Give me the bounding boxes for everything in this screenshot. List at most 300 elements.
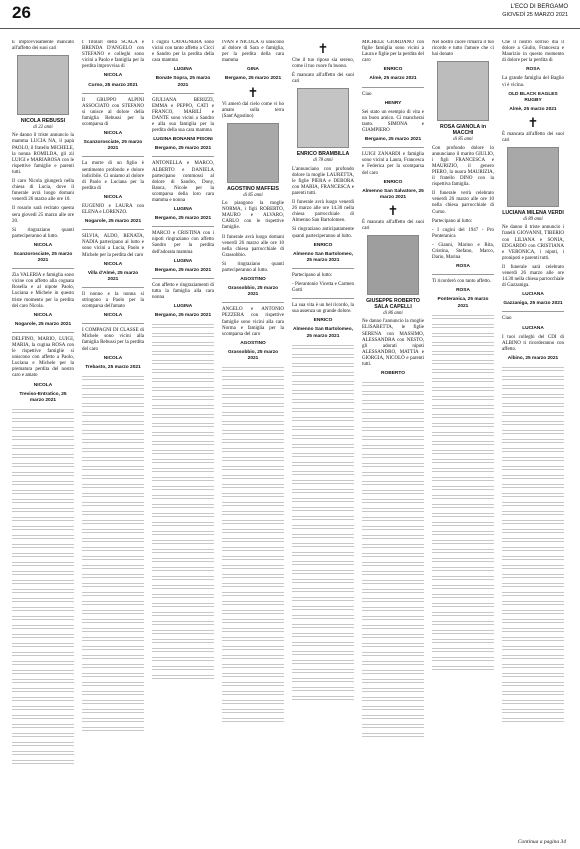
text-filler: [152, 385, 214, 391]
page-number: 26: [12, 3, 31, 22]
signature-line: NICOLA: [33, 312, 53, 318]
signature-line: Bergamo, 25 marzo 2021: [154, 146, 212, 152]
text-filler: [502, 392, 564, 398]
text-filler: [362, 416, 424, 422]
text-filler: [292, 469, 354, 475]
obituary-text: Lo piangono la moglie NORMA, i figli ROBERTO, MAURO e ALVARO, CARLO con le rispettive famiglie.: [222, 201, 284, 231]
text-filler: [82, 509, 144, 515]
obituary-text: ANGELO e ANTONIO PEZZERA con rispettive famiglie sono vicini alla cara Norma e famiglia per la scomparsa del caro: [222, 307, 284, 337]
text-filler: [362, 533, 424, 539]
obituary-text: I COMPAGNI DI CLASSE di Michele sono vicini alla famiglia Rebussi per la perdita del caro: [82, 328, 144, 352]
obituary-text: Zia VALERIA e famiglia sono vicine con affetto alla cognata Rosella e al nipote Paolo, Luciana e Michele in questo triste momento per la perdita del caro Nicola.: [12, 273, 74, 309]
text-filler: [12, 407, 74, 413]
deceased-age: di 89 anni: [523, 217, 543, 223]
text-filler: [502, 455, 564, 461]
text-filler: [362, 677, 424, 683]
text-filler: [432, 412, 494, 418]
deceased-name: AGOSTINO MAFFEIS: [227, 185, 279, 192]
text-filler: [432, 313, 494, 319]
text-filler: [432, 421, 494, 427]
text-filler: [152, 601, 214, 607]
signature-line: Ponteranica, 25 marzo 2021: [437, 297, 489, 309]
text-filler: [152, 655, 214, 661]
text-filler: [82, 500, 144, 506]
signature-line: Bergamo, 25 marzo 2021: [224, 76, 282, 82]
text-filler: [152, 529, 214, 535]
obituary-text: Sei stato un esempio di vita e un buon amico. Ci mancherai tanto. SIMONA e GIAMPIERO: [362, 109, 424, 134]
text-filler: [362, 659, 424, 665]
obituary-text: Il rosario sarà recitato questa sera giovedì 25 marzo alle ore 20.: [12, 206, 74, 224]
text-filler: [292, 532, 354, 538]
divider: [362, 87, 424, 88]
divider: [292, 298, 354, 299]
text-filler: [82, 716, 144, 722]
text-filler: [362, 551, 424, 557]
text-filler: [82, 635, 144, 641]
text-filler: [362, 479, 424, 485]
signature-line: Almè, 25 marzo 2021: [509, 106, 557, 112]
text-filler: [152, 502, 214, 508]
text-filler: [362, 398, 424, 404]
text-filler: [362, 731, 424, 737]
text-filler: [152, 592, 214, 598]
obituary-text: Il funerale avrà luogo venerdì 26 marzo alle ore 14.30 nella chiesa parrocchiale di Almenno San Bartolomeo.: [292, 200, 354, 224]
obituary-text: Il funerale avrà luogo domani venerdì 26 marzo alle ore 10 nella chiesa parrocchiale di Grassobbio.: [222, 234, 284, 258]
divider: [12, 332, 74, 333]
text-filler: [432, 439, 494, 445]
text-filler: [362, 650, 424, 656]
text-filler: [82, 455, 144, 461]
text-filler: [82, 527, 144, 533]
text-filler: [152, 466, 214, 472]
text-filler: [292, 514, 354, 520]
text-filler: [502, 518, 564, 524]
text-filler: [222, 374, 284, 380]
text-filler: [222, 716, 284, 722]
text-filler: [12, 650, 74, 656]
obituary-text: ANTONELLA e MARCO, ALBERTO e DANIELA partecipano commossi al dolore di Sandro, Dony, Banca, Nicole per la scomparsa della loro cara mamma e nonna: [152, 161, 214, 203]
text-filler: [292, 658, 354, 664]
signature-line: Almenno San Salvatore, 25 marzo 2021: [362, 188, 424, 200]
text-filler: [502, 662, 564, 668]
divider: [12, 268, 74, 269]
text-filler: [12, 488, 74, 494]
text-filler: [362, 452, 424, 458]
text-filler: [362, 596, 424, 602]
obituary-text: IVAN e NICOLA si uniscono al dolore di Sara e famiglia, per la perdita della cara mamma: [222, 40, 284, 64]
text-filler: [292, 505, 354, 511]
obituary-text: Si ringraziano anticipatamente quanti parteciperanno al lutto.: [292, 227, 354, 239]
text-filler: [502, 410, 564, 416]
text-filler: [12, 686, 74, 692]
text-filler: [82, 698, 144, 704]
text-filler: [432, 574, 494, 580]
text-filler: [82, 419, 144, 425]
text-filler: [362, 461, 424, 467]
text-filler: [502, 644, 564, 650]
signature-line: OLD BLACK EAGLES RUGBY: [508, 91, 558, 103]
obituary-text: Con affetto e ringraziamenti di tutta la famiglia alla cara nonna: [152, 282, 214, 300]
text-filler: [152, 394, 214, 400]
signature-line: NICOLA: [33, 242, 53, 248]
obituary-text: I Titolari della SCALA e BRENDA D'ANGELO con STEFANO e colleghi sono vicini a Paolo e famiglia per la perdita improvvisa di: [82, 40, 144, 70]
signature-line: Villa d'Almè, 25 marzo 2021: [87, 270, 139, 282]
text-filler: [432, 340, 494, 346]
text-filler: [152, 421, 214, 427]
text-filler: [12, 569, 74, 575]
text-filler: [152, 628, 214, 634]
text-filler: [432, 376, 494, 382]
text-filler: [362, 524, 424, 530]
text-filler: [432, 448, 494, 454]
text-filler: [152, 583, 214, 589]
text-filler: [12, 479, 74, 485]
text-filler: [292, 442, 354, 448]
text-filler: [292, 568, 354, 574]
text-filler: [292, 361, 354, 367]
text-filler: [12, 506, 74, 512]
obituary-text: DELFINO, MARIO, LUIGI, MARIA, la cugina ROSA con le rispettive famiglie si uniscono con affetto a Paolo, Luciana e Michele per la prematura perdita del nostro caro e amato: [12, 336, 74, 379]
text-filler: [12, 434, 74, 440]
text-filler: [222, 572, 284, 578]
deceased-name: LUCIANA MILENA VERDI: [502, 210, 564, 217]
text-filler: [362, 641, 424, 647]
text-filler: [152, 367, 214, 373]
portrait-photo: [297, 88, 349, 148]
text-filler: [222, 608, 284, 614]
text-filler: [502, 635, 564, 641]
text-filler: [432, 619, 494, 625]
obituary-text: I tuoi colleghi del CDI di ALBINO ti ricorderanno con affetto.: [502, 334, 564, 352]
text-filler: [82, 437, 144, 443]
column-5: [292, 40, 354, 830]
signature-line: NICOLA: [103, 73, 123, 79]
divider: [222, 302, 284, 303]
text-filler: [362, 497, 424, 503]
deceased-name: ENRICO BRAMBILLA: [296, 151, 350, 158]
text-filler: [222, 680, 284, 686]
obituary-text: Ciao: [362, 91, 372, 97]
text-filler: [502, 707, 564, 713]
signature-line: NICOLA: [33, 382, 53, 388]
signature-line: Nogarole, 25 marzo 2021: [84, 219, 142, 225]
text-filler: [362, 713, 424, 719]
text-filler: [222, 644, 284, 650]
text-filler: [152, 439, 214, 445]
text-filler: [502, 527, 564, 533]
text-filler: [12, 623, 74, 629]
signature-line: Bergamo, 25 marzo 2021: [154, 313, 212, 319]
text-filler: [502, 446, 564, 452]
text-filler: [432, 556, 494, 562]
text-filler: [432, 637, 494, 643]
text-filler: [362, 560, 424, 566]
text-filler: [12, 731, 74, 737]
text-filler: [82, 446, 144, 452]
text-filler: [292, 622, 354, 628]
signature-line: LUCIANA: [522, 325, 544, 331]
obituary-text: LUIGI ZANARDI e famiglia sono vicini a Laura, Francesca e Federica per la scomparsa del caro: [362, 152, 424, 176]
text-filler: [362, 578, 424, 584]
text-filler: [502, 554, 564, 560]
text-filler: [292, 676, 354, 682]
text-filler: [502, 590, 564, 596]
text-filler: [152, 574, 214, 580]
text-filler: [362, 587, 424, 593]
text-filler: [222, 518, 284, 524]
signature-line: Almenno San Bartolomeo, 25 marzo 2021: [293, 251, 353, 263]
text-filler: [292, 550, 354, 556]
portrait-photo: [367, 235, 419, 295]
signature-line: Grassobbio, 25 marzo 2021: [227, 349, 279, 361]
text-filler: [222, 563, 284, 569]
text-filler: [12, 443, 74, 449]
text-filler: [82, 374, 144, 380]
text-filler: [432, 502, 494, 508]
signature-line: ENRICO: [313, 318, 333, 324]
text-filler: [292, 541, 354, 547]
text-filler: [12, 551, 74, 557]
text-filler: [502, 419, 564, 425]
signature-line: Gazzaniga, 25 marzo 2021: [503, 301, 563, 307]
signature-line: LUGINA: [173, 304, 193, 310]
text-filler: [362, 425, 424, 431]
text-filler: [222, 689, 284, 695]
text-filler: [12, 515, 74, 521]
text-filler: [82, 608, 144, 614]
signature-line: Trebasto, 25 marzo 2021: [85, 364, 141, 370]
text-filler: [292, 613, 354, 619]
obituary-text: Partecipano al lutto:: [432, 218, 473, 224]
signature-line: HENRY: [384, 100, 402, 106]
text-filler: [362, 506, 424, 512]
signature-line: NICOLA: [103, 194, 123, 200]
signature-line: Bergamo, 25 marzo 2021: [364, 137, 422, 143]
text-filler: [82, 536, 144, 542]
text-filler: [222, 599, 284, 605]
text-filler: [222, 626, 284, 632]
signature-line: Bonate Sopra, 25 marzo 2021: [155, 76, 211, 88]
obituary-text: Che il tuo riposo sia sereno, come il tuo cuore fu buono.: [292, 58, 354, 70]
text-filler: [362, 407, 424, 413]
text-filler: [152, 340, 214, 346]
text-filler: [222, 527, 284, 533]
text-filler: [222, 590, 284, 596]
obituary-text: Il nonno e la nonna si stringono a Paolo per la scomparsa dell'amato: [82, 291, 144, 310]
text-filler: [12, 542, 74, 548]
text-filler: [292, 343, 354, 349]
text-filler: [222, 365, 284, 371]
text-filler: [82, 581, 144, 587]
signature-line: Nogarole, 25 marzo 2021: [14, 321, 72, 327]
text-filler: [292, 649, 354, 655]
deceased-age: di 85 anni: [243, 192, 263, 198]
deceased-name: NICOLA REBUSSI: [20, 118, 66, 125]
text-filler: [502, 689, 564, 695]
text-filler: [152, 322, 214, 328]
text-filler: [222, 545, 284, 551]
text-filler: [12, 452, 74, 458]
text-filler: [432, 601, 494, 607]
signature-line: AGOSTINO: [240, 277, 266, 283]
obituary-text: È mancata all'affetto dei suoi cari: [502, 131, 564, 144]
text-filler: [82, 662, 144, 668]
divider: [502, 311, 564, 312]
text-filler: [12, 605, 74, 611]
cross-icon: ✝: [317, 41, 329, 56]
text-filler: [292, 433, 354, 439]
text-filler: [292, 379, 354, 385]
text-filler: [292, 604, 354, 610]
divider: [82, 156, 144, 157]
text-filler: [82, 671, 144, 677]
divider: [82, 323, 144, 324]
signature-line: Bergamo, 25 marzo 2021: [154, 216, 212, 222]
signature-line: LUGINA: [173, 207, 193, 213]
text-filler: [152, 484, 214, 490]
text-filler: [222, 419, 284, 425]
text-filler: [502, 698, 564, 704]
text-filler: [82, 428, 144, 434]
text-filler: [432, 457, 494, 463]
obituary-text: Ti ricorderò con tanto affetto.: [432, 279, 492, 285]
signature-line: NICOLA: [103, 261, 123, 267]
text-filler: [362, 605, 424, 611]
signature-line: ROSA: [526, 67, 540, 73]
text-filler: [432, 529, 494, 535]
text-filler: [152, 349, 214, 355]
signature-line: ROBERTO: [381, 371, 405, 377]
obituary-text: È improvvisamente mancato all'affetto dei suoi cari: [12, 40, 74, 52]
portrait-photo: [17, 55, 69, 115]
text-filler: [432, 403, 494, 409]
text-filler: [362, 686, 424, 692]
text-filler: [362, 704, 424, 710]
signature-line: LUGINA: [173, 67, 193, 73]
text-filler: [152, 376, 214, 382]
text-filler: [432, 484, 494, 490]
text-filler: [222, 383, 284, 389]
column-2: [82, 40, 144, 830]
text-filler: [12, 596, 74, 602]
text-filler: [82, 491, 144, 497]
text-filler: [362, 695, 424, 701]
portrait-photo: [507, 147, 559, 207]
text-filler: [222, 410, 284, 416]
deceased-age: di 78 anni: [313, 158, 333, 164]
text-filler: [152, 664, 214, 670]
text-filler: [292, 397, 354, 403]
text-filler: [432, 358, 494, 364]
signature-line: NICOLA: [103, 131, 123, 137]
text-filler: [82, 482, 144, 488]
signature-line: ENRICO: [383, 179, 403, 185]
obituary-text: MICHELE GIORDANO con figlie famiglia sono vicini a Laura e figlie per la perdita del caro: [362, 40, 424, 64]
text-filler: [12, 722, 74, 728]
column-1: [12, 40, 74, 830]
text-filler: [12, 758, 74, 764]
signature-line: Grassobbio, 25 marzo 2021: [227, 286, 279, 298]
text-filler: [12, 704, 74, 710]
text-filler: [502, 581, 564, 587]
obituary-text: La grande famiglia del Baglio vi è vicina.: [502, 76, 564, 88]
obituary-text: Il caro Nicola giungerà nella chiesa di Lucia, dove il funerale avrà luogo domani venerdì 26 marzo alle ore 10.: [12, 179, 74, 203]
column-8: [502, 40, 564, 830]
text-filler: [82, 689, 144, 695]
text-filler: [152, 637, 214, 643]
text-filler: [432, 565, 494, 571]
text-filler: [82, 617, 144, 623]
divider: [432, 274, 494, 275]
column-6: [362, 40, 424, 830]
text-filler: [222, 473, 284, 479]
obituary-text: GIULIANA BERIZZI, EMMA e PEPPO, CATI e FRANCO, MARILÌ e DANTE sono vicini a Sandro e alla sua famiglia per la perdita della sua cara mamma: [152, 97, 214, 134]
obituary-text: Si ringraziano quanti parteciperanno al lutto.: [222, 261, 284, 273]
text-filler: [432, 349, 494, 355]
text-filler: [222, 446, 284, 452]
text-filler: [502, 491, 564, 497]
text-filler: [152, 610, 214, 616]
text-filler: [152, 547, 214, 553]
text-filler: [12, 578, 74, 584]
text-filler: [152, 511, 214, 517]
signature-line: Bergamo, 25 marzo 2021: [154, 267, 212, 273]
text-filler: [502, 716, 564, 722]
signature-line: Scanzorosciate, 25 marzo 2021: [83, 140, 143, 152]
text-filler: [292, 352, 354, 358]
text-filler: [432, 547, 494, 553]
text-filler: [292, 478, 354, 484]
signature-line: LUGINA: [173, 258, 193, 264]
text-filler: [362, 614, 424, 620]
cross-icon: ✝: [387, 202, 399, 218]
text-filler: [82, 563, 144, 569]
text-filler: [12, 461, 74, 467]
text-filler: [152, 673, 214, 679]
text-filler: [292, 523, 354, 529]
text-filler: [502, 473, 564, 479]
obituary-text: Ne danno l'annuncio la moglie ELISABETTA, le figlie SERENA con MASSIMO, ALESSANDRA con NESTO, gli adorati nipoti ALESSANDRO, MATTIA e GIORGIA, NICOLÒ e parenti tutti.: [362, 319, 424, 367]
text-filler: [502, 671, 564, 677]
text-filler: [432, 592, 494, 598]
text-filler: [432, 538, 494, 544]
obituary-text: L'annunciano con profondo dolore la moglie LAURETTA, le figlie PIERA e DEBORA con MARIA, FRANCESCA e parenti tutti.: [292, 166, 354, 196]
text-filler: [362, 470, 424, 476]
text-filler: [82, 554, 144, 560]
text-filler: [362, 632, 424, 638]
text-filler: [502, 500, 564, 506]
divider: [152, 226, 214, 227]
divider: [152, 278, 214, 279]
text-filler: [292, 586, 354, 592]
text-filler: [292, 496, 354, 502]
text-filler: [222, 662, 284, 668]
text-filler: [432, 385, 494, 391]
text-filler: [152, 403, 214, 409]
text-filler: [502, 509, 564, 515]
signature-line: AGOSTINO: [240, 340, 266, 346]
text-filler: [222, 581, 284, 587]
text-filler: [362, 515, 424, 521]
signature-line: LUCIANA: [522, 292, 544, 298]
divider: [82, 229, 144, 230]
text-filler: [362, 389, 424, 395]
divider: [292, 268, 354, 269]
signature-line: LUGINA BONANNI PISONI: [153, 137, 213, 143]
text-filler: [362, 488, 424, 494]
text-filler: [222, 491, 284, 497]
obituary-text: Si ringraziano quanti parteciperanno al lutto.: [12, 227, 74, 239]
